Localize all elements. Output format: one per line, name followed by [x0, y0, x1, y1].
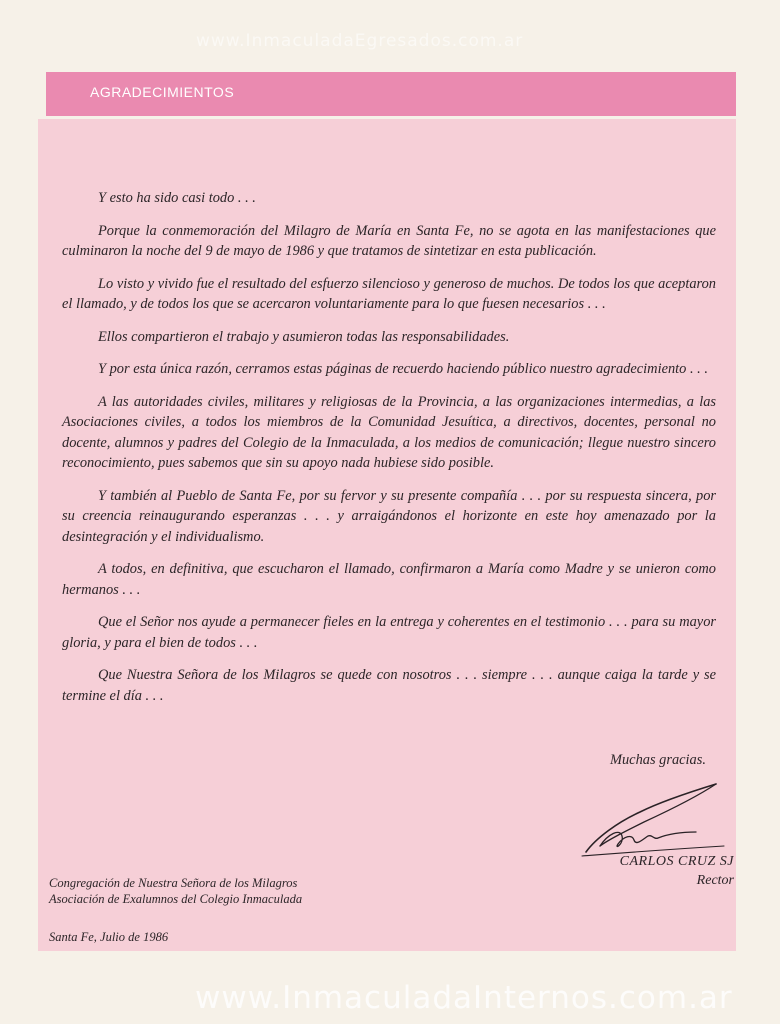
letter-paragraph: Que el Señor nos ayude a permanecer fieles en la entrega y coherentes en el testimonio . . . para su mayor gloria, y para el bien de todos . . . — [62, 614, 716, 651]
letter-paragraph: Y por esta única razón, cerramos estas páginas de recuerdo haciendo público nuestro agradecimiento . . . — [98, 361, 708, 377]
watermark-top: www.InmaculadaEgresados.com.ar — [196, 31, 524, 51]
letter-paragraph: Y también al Pueblo de Santa Fe, por su fervor y su presente compañía . . . por su respuesta sincera, por su creencia reinaugurando esperanzas . . . y arraigándonos el horizonte en este hoy amenazado por la desintegración y el individualismo. — [62, 487, 716, 545]
closing-thanks: Muchas gracias. — [610, 752, 706, 768]
place-date: Santa Fe, Julio de 1986 — [49, 930, 169, 944]
letter-paragraph: Lo visto y vivido fue el resultado del esfuerzo silencioso y generoso de muchos. De todos los que aceptaron el llamado, y de todos los que se acercaron voluntariamente para lo que fuesen necesarios . . . — [62, 275, 716, 312]
letter-paragraph: Que Nuestra Señora de los Milagros se quede con nosotros . . . siempre . . . aunque caiga la tarde y se termine el día . . . — [62, 667, 716, 704]
organization-line: Congregación de Nuestra Señora de los Milagros — [49, 876, 298, 890]
section-title: AGRADECIMIENTOS — [90, 84, 235, 100]
letter-paragraph: A todos, en definitiva, que escucharon el llamado, confirmaron a María como Madre y se unieron como hermanos . . . — [62, 561, 716, 598]
organization-line: Asociación de Exalumnos del Colegio Inmaculada — [49, 892, 303, 906]
handwritten-signature — [578, 778, 728, 860]
signer-name: CARLOS CRUZ SJ — [619, 854, 734, 869]
letter-paragraph: A las autoridades civiles, militares y religiosas de la Provincia, a las organizaciones intermedias, a las Asociaciones civiles, a todos los miembros de la Comunidad Jesuítica, a directivos, docentes, personal no docente, alumnos y padres del Colegio de la Inmaculada, a los medios de comunicación; llegue nuestro sincero reconocimiento, pues sabemos que sin su apoyo nada hubiese sido posible. — [62, 393, 716, 471]
letter-paragraph: Porque la conmemoración del Milagro de María en Santa Fe, no se agota en las manifestaciones que culminaron la noche del 9 de mayo de 1986 y que tratamos de sintetizar en esta publicación. — [62, 222, 716, 259]
section-header-bar — [46, 72, 736, 116]
letter-paragraph: Ellos compartieron el trabajo y asumieron todas las responsabilidades. — [98, 328, 510, 345]
letter-body — [62, 188, 716, 718]
watermark-bottom: www.InmaculadaInternos.com.ar — [195, 980, 733, 1016]
signer-title: Rector — [696, 873, 734, 888]
letter-paragraph: Y esto ha sido casi todo . . . — [98, 190, 256, 206]
